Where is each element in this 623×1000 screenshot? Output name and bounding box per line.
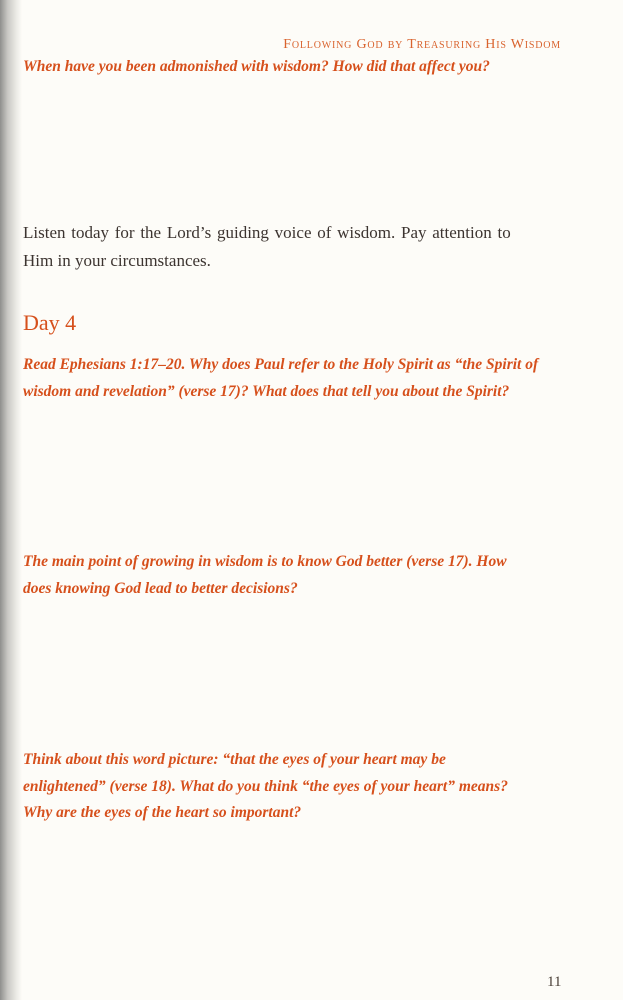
day4-question-1 [23,352,538,405]
question-line: Think about this word picture: “that the eyes of your heart may be [23,751,446,768]
question-1 [23,54,490,81]
question-line: does knowing God lead to better decisions? [23,579,298,597]
paragraph-line: Listen today for the Lord’s guiding voice of wisdom. Pay attention to [23,223,511,242]
running-header: Following God by Treasuring His Wisdom [283,37,561,52]
question-line: Why are the eyes of the heart so important? [23,804,302,821]
day4-question-2 [23,549,507,602]
paragraph-line: Him in your circumstances. [23,251,211,270]
day4-question-3 [23,747,508,827]
question-line: wisdom and revelation” (verse 17)? What does that tell you about the Spirit? [23,382,510,400]
question-line: The main point of growing in wisdom is to know God better (verse 17). How [23,553,507,570]
question-line: Read Ephesians 1:17–20. Why does Paul refer to the Holy Spirit as “the Spirit of [23,356,539,373]
page-number: 11 [547,974,562,990]
day-heading: Day 4 [23,310,77,335]
question-line: When have you been admonished with wisdom? How did that affect you? [23,58,490,75]
instruction-paragraph [23,219,511,275]
question-line: enlightened” (verse 18). What do you think “the eyes of your heart” means? [23,777,508,795]
binding-shadow [0,0,22,1000]
